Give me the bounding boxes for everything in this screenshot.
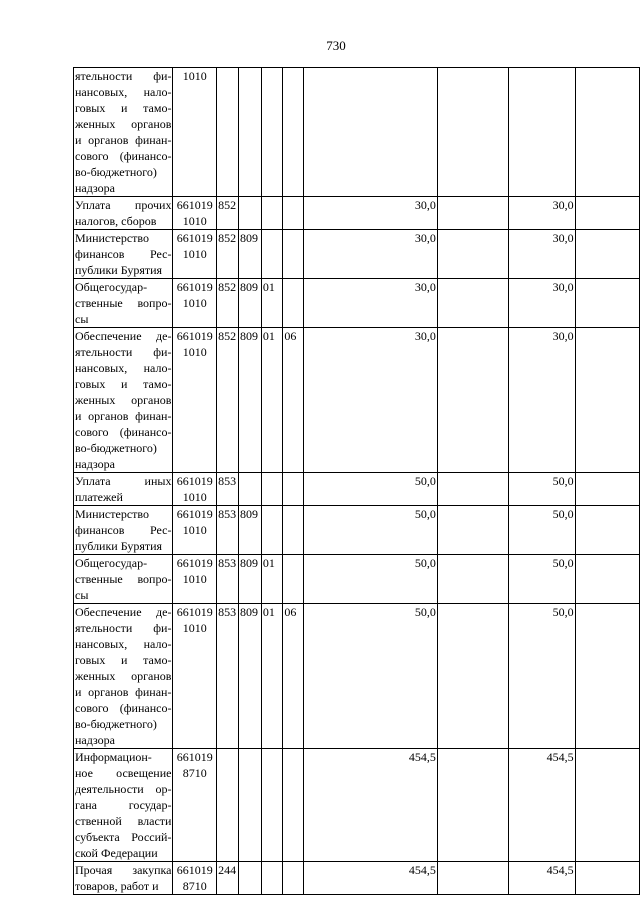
amount-cell: 30,0 [508, 279, 575, 328]
description-line: финансов Рес- [75, 523, 172, 537]
amount-cell: 30,0 [303, 197, 437, 230]
row-description [74, 197, 173, 230]
amount-cell: 30,0 [508, 230, 575, 279]
amount-cell [437, 473, 508, 506]
expense-type-code: 853 [217, 604, 239, 749]
description-line: нансовых, нало- [75, 85, 172, 99]
description-line: ственной власти [75, 814, 172, 828]
subsection-code [283, 555, 304, 604]
amount-cell [437, 230, 508, 279]
amount-cell [437, 328, 508, 473]
amount-cell [437, 279, 508, 328]
amount-cell [575, 230, 639, 279]
description-line: сового (финансо- [75, 149, 172, 163]
ministry-code: 809 [239, 555, 262, 604]
description-line: и органов финан- [75, 133, 172, 147]
description-line: сы [75, 588, 89, 602]
description-line: женных органов [75, 393, 172, 407]
expense-type-code [217, 68, 239, 197]
description-line: публики Бурятия [75, 263, 163, 277]
description-line: Уплата иных [75, 474, 172, 488]
target-code-line: 661019 [176, 329, 213, 343]
description-line: платежей [75, 490, 123, 504]
target-code-line: 1010 [182, 523, 207, 537]
page-number: 730 [326, 38, 346, 53]
amount-cell: 50,0 [508, 506, 575, 555]
section-code: 01 [261, 604, 282, 749]
expense-type-code: 852 [217, 328, 239, 473]
description-line: во-бюджетного) [75, 165, 157, 179]
expense-type-code: 244 [217, 862, 239, 895]
target-code [173, 604, 217, 749]
amount-cell [575, 862, 639, 895]
target-code-line: 661019 [176, 750, 213, 764]
description-line: Общегосудар- [75, 556, 148, 570]
amount-cell [575, 506, 639, 555]
description-line: Обеспечение де- [75, 329, 172, 343]
description-line: гана государ- [75, 798, 172, 812]
amount-cell [437, 749, 508, 862]
section-code [261, 197, 282, 230]
section-code: 01 [261, 328, 282, 473]
target-code-line: 661019 [176, 863, 213, 877]
table-row [74, 506, 640, 555]
amount-cell: 454,5 [508, 749, 575, 862]
row-description [74, 555, 173, 604]
subsection-code: 06 [283, 328, 304, 473]
subsection-code [283, 279, 304, 328]
section-code [261, 68, 282, 197]
description-line: ственные вопро- [75, 296, 172, 310]
description-line: надзора [75, 457, 115, 471]
amount-cell [575, 279, 639, 328]
description-line: говых и тамо- [75, 653, 172, 667]
description-line: надзора [75, 733, 115, 747]
row-description [74, 473, 173, 506]
section-code [261, 506, 282, 555]
expense-type-code: 852 [217, 197, 239, 230]
row-description [74, 68, 173, 197]
budget-table [73, 67, 640, 895]
amount-cell: 50,0 [508, 473, 575, 506]
amount-cell [575, 328, 639, 473]
description-line: нансовых, нало- [75, 637, 172, 651]
subsection-code [283, 230, 304, 279]
expense-type-code: 853 [217, 506, 239, 555]
target-code-line: 1010 [182, 490, 207, 504]
ministry-code: 809 [239, 604, 262, 749]
amount-cell [303, 68, 437, 197]
amount-cell: 30,0 [303, 328, 437, 473]
target-code-line: 1010 [182, 214, 207, 228]
description-line: налогов, сборов [75, 214, 157, 228]
description-line: Министерство [75, 231, 149, 245]
amount-cell [575, 197, 639, 230]
amount-cell [437, 555, 508, 604]
target-code-line: 661019 [176, 474, 213, 488]
table-row [74, 604, 640, 749]
ministry-code [239, 749, 262, 862]
target-code-line: 1010 [182, 345, 207, 359]
amount-cell: 50,0 [303, 506, 437, 555]
subsection-code [283, 862, 304, 895]
description-line: товаров, работ и [75, 879, 159, 893]
amount-cell: 50,0 [303, 473, 437, 506]
description-line: ской Федерации [75, 846, 158, 860]
amount-cell [508, 68, 575, 197]
subsection-code [283, 506, 304, 555]
description-line: сы [75, 312, 89, 326]
amount-cell [437, 68, 508, 197]
table-row [74, 279, 640, 328]
target-code-line: 1010 [182, 69, 207, 83]
amount-cell: 30,0 [508, 328, 575, 473]
table-row [74, 473, 640, 506]
target-code-line: 8710 [182, 879, 207, 893]
description-line: и органов финан- [75, 409, 172, 423]
target-code [173, 473, 217, 506]
subsection-code: 06 [283, 604, 304, 749]
target-code [173, 68, 217, 197]
ministry-code: 809 [239, 506, 262, 555]
budget-table-body [74, 68, 640, 895]
table-row [74, 230, 640, 279]
row-description [74, 862, 173, 895]
amount-cell: 30,0 [303, 279, 437, 328]
description-line: ственные вопро- [75, 572, 172, 586]
amount-cell: 454,5 [303, 862, 437, 895]
ministry-code: 809 [239, 230, 262, 279]
amount-cell [437, 506, 508, 555]
description-line: финансов Рес- [75, 247, 172, 261]
table-row [74, 862, 640, 895]
description-line: сового (финансо- [75, 701, 172, 715]
description-line: говых и тамо- [75, 101, 172, 115]
expense-type-code: 853 [217, 473, 239, 506]
target-code [173, 328, 217, 473]
subsection-code [283, 68, 304, 197]
table-row [74, 197, 640, 230]
section-code: 01 [261, 555, 282, 604]
ministry-code [239, 862, 262, 895]
ministry-code: 809 [239, 328, 262, 473]
description-line: и органов финан- [75, 685, 172, 699]
description-line: Общегосудар- [75, 280, 148, 294]
amount-cell [437, 604, 508, 749]
description-line: сового (финансо- [75, 425, 172, 439]
target-code-line: 661019 [176, 556, 213, 570]
target-code [173, 749, 217, 862]
target-code-line: 661019 [176, 198, 213, 212]
description-line: субъекта Россий- [75, 830, 172, 844]
description-line: Прочая закупка [75, 863, 172, 877]
description-line: Информацион- [75, 750, 152, 764]
amount-cell [437, 197, 508, 230]
section-code [261, 473, 282, 506]
description-line: Министерство [75, 507, 149, 521]
description-line: женных органов [75, 669, 172, 683]
amount-cell [437, 862, 508, 895]
amount-cell: 50,0 [508, 604, 575, 749]
description-line: нансовых, нало- [75, 361, 172, 375]
amount-cell: 454,5 [508, 862, 575, 895]
description-line: женных органов [75, 117, 172, 131]
amount-cell [575, 68, 639, 197]
amount-cell [575, 749, 639, 862]
target-code [173, 279, 217, 328]
subsection-code [283, 197, 304, 230]
target-code [173, 555, 217, 604]
expense-type-code [217, 749, 239, 862]
section-code: 01 [261, 279, 282, 328]
amount-cell [575, 555, 639, 604]
row-description [74, 749, 173, 862]
table-row [74, 555, 640, 604]
description-line: во-бюджетного) [75, 717, 157, 731]
target-code-line: 1010 [182, 572, 207, 586]
amount-cell [575, 604, 639, 749]
amount-cell: 30,0 [508, 197, 575, 230]
target-code [173, 862, 217, 895]
row-description [74, 230, 173, 279]
target-code [173, 230, 217, 279]
section-code [261, 230, 282, 279]
target-code-line: 8710 [182, 766, 207, 780]
amount-cell: 50,0 [303, 555, 437, 604]
description-line: ятельности фи- [75, 621, 172, 635]
expense-type-code: 852 [217, 230, 239, 279]
description-line: Уплата прочих [75, 198, 172, 212]
table-row [74, 68, 640, 197]
ministry-code [239, 473, 262, 506]
table-row [74, 749, 640, 862]
ministry-code [239, 197, 262, 230]
description-line: ятельности фи- [75, 345, 172, 359]
table-row [74, 328, 640, 473]
target-code-line: 1010 [182, 247, 207, 261]
target-code-line: 661019 [176, 507, 213, 521]
section-code [261, 749, 282, 862]
expense-type-code: 852 [217, 279, 239, 328]
subsection-code [283, 749, 304, 862]
amount-cell [575, 473, 639, 506]
description-line: публики Бурятия [75, 539, 163, 553]
description-line: ятельности фи- [75, 69, 172, 83]
target-code-line: 1010 [182, 621, 207, 635]
description-line: деятельности ор- [75, 782, 172, 796]
row-description [74, 328, 173, 473]
description-line: говых и тамо- [75, 377, 172, 391]
amount-cell: 454,5 [303, 749, 437, 862]
description-line: во-бюджетного) [75, 441, 157, 455]
amount-cell: 50,0 [303, 604, 437, 749]
row-description [74, 506, 173, 555]
description-line: ное освещение [75, 766, 172, 780]
row-description [74, 279, 173, 328]
target-code [173, 506, 217, 555]
amount-cell: 30,0 [303, 230, 437, 279]
ministry-code [239, 68, 262, 197]
section-code [261, 862, 282, 895]
target-code-line: 661019 [176, 280, 213, 294]
amount-cell: 50,0 [508, 555, 575, 604]
target-code-line: 661019 [176, 605, 213, 619]
target-code-line: 661019 [176, 231, 213, 245]
expense-type-code: 853 [217, 555, 239, 604]
description-line: надзора [75, 181, 115, 195]
target-code-line: 1010 [182, 296, 207, 310]
target-code [173, 197, 217, 230]
description-line: Обеспечение де- [75, 605, 172, 619]
ministry-code: 809 [239, 279, 262, 328]
row-description [74, 604, 173, 749]
subsection-code [283, 473, 304, 506]
